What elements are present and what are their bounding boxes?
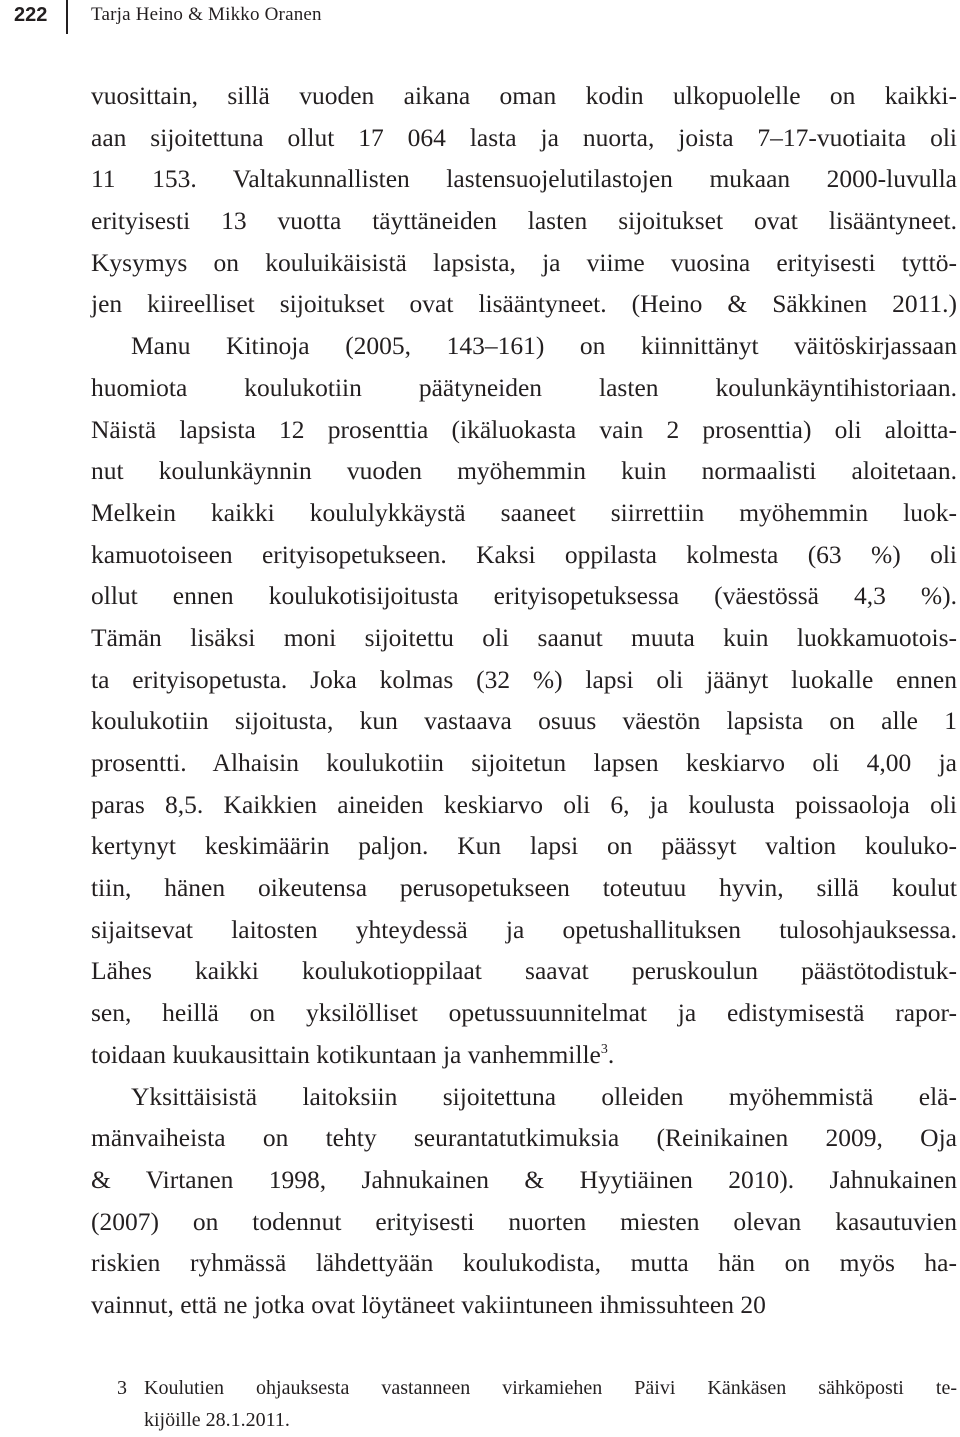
text-line: sen, heillä on yksilölliset opetussuunnitelmat ja edistymisestä rapor- [91,998,957,1028]
text-line: aan sijoitettuna ollut 17 064 lasta ja nuorta, joista 7–17-vuotiaita oli [91,122,957,152]
sentence-end: . [607,1039,615,1069]
page-number: 222 [14,4,48,26]
text-line: vainnut, että ne jotka ovat löytäneet vakiintuneen ihmissuhteen 20 [91,1289,766,1319]
text-line: & Virtanen 1998, Jahnukainen & Hyytiäinen 2010). Jahnukainen [91,1164,957,1194]
footnote-line: kijöille 28.1.2011. [144,1409,290,1431]
text-line: 11 153. Valtakunnallisten lastensuojelutilastojen mukaan 2000-luvulla [91,164,957,194]
text-line: jen kiireelliset sijoitukset ovat lisääntyneet. (Heino & Säkkinen 2011.) [91,289,957,319]
text-line: (2007) on todennut erityisesti nuorten miesten olevan kasautuvien [91,1206,957,1236]
text-line: kamuotoiseen erityisopetukseen. Kaksi oppilasta kolmesta (63 %) oli [91,539,957,569]
text-line-content: toidaan kuukausittain kotikuntaan ja vanhemmille [91,1039,601,1069]
text-line: vuosittain, sillä vuoden aikana oman kodin ulkopuolelle on kaikki- [91,81,957,110]
footnote-text: Koulutien ohjauksesta vastanneen virkamiehen Päivi Känkäsen sähköposti te- [144,1377,957,1399]
text-line: ta erityisopetusta. Joka kolmas (32 %) lapsi oli jäänyt luokalle ennen [91,664,957,694]
text-line: Manu Kitinoja (2005, 143–161) on kiinnittänyt väitöskirjassaan [131,331,957,361]
header-divider [66,0,68,34]
footnote [117,1372,957,1436]
running-header [0,0,960,30]
text-line: Melkein kaikki koululykkäystä saaneet siirrettiin myöhemmin luok- [91,497,957,527]
footnote-reference: 3 [600,1041,608,1057]
text-line: Lähes kaikki koulukotioppilaat saavat peruskoulun päästötodistuk- [91,956,957,986]
text-line: erityisesti 13 vuotta täyttäneiden lasten sijoitukset ovat lisääntyneet. [91,206,957,236]
footnote-number: 3 [117,1377,127,1399]
text-line: huomiota koulukotiin päätyneiden lasten koulunkäyntihistoriaan. [91,372,957,402]
footnote-line [117,1372,957,1404]
text-line: tiin, hänen oikeutensa perusopetukseen toteutuu hyvin, sillä koulut [91,873,957,903]
text-line: prosentti. Alhaisin koulukotiin sijoitetun lapsen keskiarvo oli 4,00 ja [91,748,957,777]
text-line: kertynyt keskimäärin paljon. Kun lapsi on päässyt valtion kouluko- [91,831,957,861]
body-text [91,75,957,1326]
text-line: ollut ennen koulukotisijoitusta erityisopetuksessa (väestössä 4,3 %). [91,581,957,611]
text-line: Kysymys on kouluikäisistä lapsista, ja viime vuosina erityisesti tyttö- [91,247,957,277]
text-line: paras 8,5. Kaikkien aineiden keskiarvo oli 6, ja koulusta poissaoloja oli [91,789,957,819]
text-line: sijaitsevat laitosten yhteydessä ja opetushallituksen tulosohjauksessa. [91,914,957,944]
running-head-authors: Tarja Heino & Mikko Oranen [91,4,322,25]
text-line: Näistä lapsista 12 prosenttia (ikäluokasta vain 2 prosenttia) oli aloitta- [91,414,957,444]
text-line-with-footnote [91,1034,957,1076]
text-line: riskien ryhmässä lähdettyään koulukodista, mutta hän on myös ha- [91,1248,957,1278]
text-line: Yksittäisistä laitoksiin sijoitettuna olleiden myöhemmistä elä- [131,1081,957,1111]
text-line: mänvaiheista on tehty seurantatutkimuksia (Reinikainen 2009, Oja [91,1123,957,1153]
text-line: nut koulunkäynnin vuoden myöhemmin kuin normaalisti aloitetaan. [91,456,957,486]
text-line: Tämän lisäksi moni sijoitettu oli saanut muuta kuin luokkamuotois- [91,622,957,652]
text-line: koulukotiin sijoitusta, kun vastaava osuus väestön lapsista on alle 1 [91,706,957,736]
